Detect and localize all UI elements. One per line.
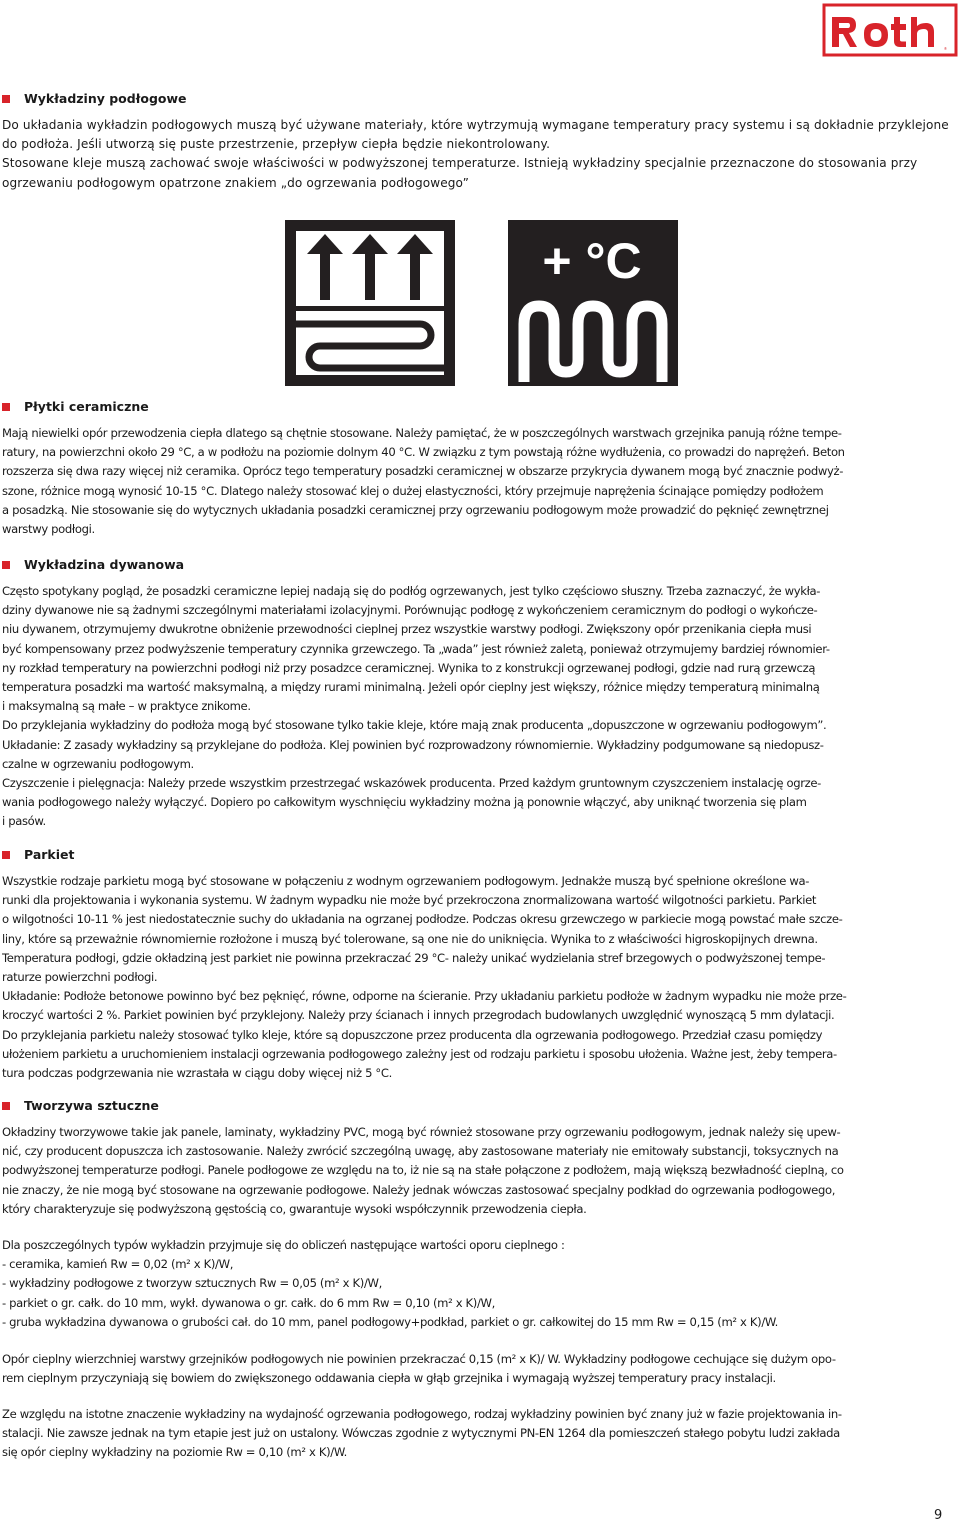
- text-line: i maksymalną są małe – w praktyce znikome.: [2, 699, 251, 714]
- text-line: tura podczas podgrzewania nie wzrastała w ciągu doby więcej niż 5 °C.: [2, 1066, 392, 1081]
- text-line: i pasów.: [2, 814, 46, 829]
- text-line: wania podłogowego należy wyłączyć. Dopiero po całkowitym wyschnięciu wykładziny można ją ponownie włączyć, aby uniknąć tworzenia się plam: [2, 795, 807, 810]
- text-line: niu dywanem, otrzymujemy dwukrotne obniżenie przewodności cieplnej przez wszystkie warstwy podłogi. Zwiększony opór przenikania ciepła musi: [2, 622, 812, 637]
- text-line: rozszerza się dwa razy więcej niż ceramika. Oprócz tego temperatury posadzki ceramicznej w obszarze przykrycia dywanem mogą być znacznie podwyż-: [2, 464, 844, 479]
- text-line: Dla poszczególnych typów wykładzin przyjmuje się do obliczeń następujące wartości oporu cieplnego :: [2, 1238, 565, 1252]
- paragraph-carpet: [2, 582, 958, 832]
- text-line: Okładziny tworzywowe takie jak panele, laminaty, wykładziny PVC, mogą być również stosowane przy ogrzewaniu podłogowym, jednak należy się upew-: [2, 1125, 841, 1139]
- list-item: - gruba wykładzina dywanowa o grubości cał. do 10 mm, panel podłogowy+podkład, parkiet o gr. całkowitej do 15 mm Rw = 0,15 (m² x K)/W.: [2, 1314, 779, 1329]
- heading-text: Wykładziny podłogowe: [24, 91, 187, 106]
- text-line: czalne w ogrzewaniu podłogowym.: [2, 756, 194, 771]
- heading-bullet: [2, 561, 10, 569]
- text-line: o wilgotności 10-11 % jest niedostatecznie suchy do układania na ogrzanej podłodze. Podczas okresu grzewczego w parkiecie mogą powstać małe szcze-: [2, 912, 843, 927]
- text-line: Do przyklejania wykładziny do podłoża mogą być stosowane tylko takie kleje, które mają znak producenta „dopuszczone w ogrzewaniu podłogowym”.: [2, 718, 827, 733]
- heading-text: Wykładzina dywanowa: [24, 557, 185, 572]
- text-line: runki dla projektowania i wykonania systemu. W żadnym wypadku nie może być przekroczona znormalizowana wartość wilgotności parkietu. Parkiet: [2, 893, 817, 908]
- text-line: Często spotykany pogląd, że posadzki ceramiczne lepiej nadają się do podłóg ogrzewanych, jest tylko częściowo słuszny. Trzeba zaznaczyć, że wykła-: [2, 584, 821, 598]
- text-line: a posadzką. Nie stosowanie się do wytycznych układania posadzki ceramicznej przy ogrzewaniu podłogowym może prowadzić do pęknięć zewnętrznej: [2, 502, 829, 517]
- text-line: kroczyć wartości 2 %. Parkiet powinien być przyklejony. Należy przy ścianach i innych przegrodach budowlanych uwzględnić wynoszącą 5 mm dylatacji.: [2, 1008, 835, 1023]
- text-line: Do przyklejania parkietu należy stosować tylko kleje, które są dopuszczone przez producenta dla ogrzewania podłogowego. Przedział czasu pomiędzy: [2, 1027, 823, 1042]
- paragraph-plastics: [2, 1123, 958, 1219]
- text-line: być kompensowany przez podwyższenie temperatury czynnika grzewczego. Ta „wada” jest również zaletą, ponieważ otrzymujemy bardziej równomier-: [2, 641, 830, 656]
- heading-bullet: [2, 1102, 10, 1110]
- heading-text: Płytki ceramiczne: [24, 399, 149, 414]
- temperature-label: + °C: [542, 233, 642, 289]
- text-line: szone, różnice mogą wynosić 10-15 °C. Dlatego należy stosować klej o dużej elastyczności, który przejmuje naprężenia ścinające pomiędzy podłożem: [2, 483, 824, 498]
- text-line: ułożeniem parkietu a uruchomieniem instalacji ogrzewania podłogowego zależny jest od rodzaju parkietu i sposobu ułożenia. Ważne jest, żeby tempera-: [2, 1046, 837, 1061]
- page-number: 9: [934, 1508, 943, 1523]
- paragraph-max-resistance: [2, 1350, 958, 1388]
- list-item: - parkiet o gr. całk. do 10 mm, wykł. dywanowa o gr. całk. do 6 mm Rw = 0,10 (m² x K)/W,: [2, 1295, 495, 1310]
- text-line: Temperatura podłogi, gdzie okładziną jest parkiet nie powinna przekraczać 29 °C- należy unikać wydzielania stref brzegowych o podwyższonej tempe-: [2, 950, 826, 965]
- heading-text: Parkiet: [24, 847, 75, 862]
- section-heading-carpet: [2, 557, 184, 572]
- section-heading-flooring: [2, 91, 187, 106]
- text-line: warstwy podłogi.: [2, 522, 95, 537]
- text-line: nie znaczy, że nie mogą być stosowane na ogrzewanie podłogowe. Należy jednak wówczas zastosować specjalny podkład do ogrzewania podłogowego,: [2, 1182, 836, 1197]
- section-heading-parquet: [2, 847, 74, 862]
- paragraph-final-note: [2, 1405, 958, 1463]
- text-line: temperatura posadzki ma wartość maksymalną, a między rurami minimalną. Jeżeli opór cieplny jest większy, różnice między temperaturą minimalną: [2, 680, 820, 695]
- text-line: Układanie: Z zasady wykładziny są przyklejane do podłoża. Klej powinien być rozprowadzony równomiernie. Wykładziny podgumowane są niedopusz-: [2, 737, 824, 752]
- list-item: - ceramika, kamień Rw = 0,02 (m² x K)/W,: [2, 1257, 234, 1272]
- heat-coil-icon: [508, 220, 678, 386]
- text-line: ratury, na powierzchni około 29 °C, a w podłożu na poziomie dolnym 40 °C. W związku z tym powstają różne wydłużenia, co prowadzi do naprężeń. Beton: [2, 445, 845, 460]
- section-heading-tiles: [2, 399, 149, 414]
- text-line: podwyższonej temperaturze podłogi. Panele podłogowe ze względu na to, iż nie są na stałe połączone z podłożem, mają większą bezwładność cieplną, co: [2, 1163, 844, 1178]
- text-line: Wszystkie rodzaje parkietu mogą być stosowane w połączeniu z wodnym ogrzewaniem podłogowym. Jednakże muszą być spełnione określone wa-: [2, 874, 810, 888]
- roth-logo: [822, 3, 958, 57]
- heading-bullet: [2, 403, 10, 411]
- underfloor-heating-arrows-icon: [285, 220, 455, 386]
- text-line: nić, czy producent dopuszcza ich zastosowanie. Należy zwrócić szczególną uwagę, aby zastosowane materiały nie emitowały substancji, toksycznych na: [2, 1144, 839, 1159]
- text-line: się opór cieplny wykładziny na poziomie Rw = 0,10 (m² x K)/W.: [2, 1445, 347, 1460]
- paragraph-flooring: [2, 116, 958, 193]
- text-line: raturze powierzchni podłogi.: [2, 970, 158, 985]
- text-line: stalacji. Nie zawsze jednak na tym etapie jest już on ustalony. Wówczas zgodnie z wytycznymi PN-EN 1264 dla pomieszczeń stałego pobytu ludzi zakłada: [2, 1426, 840, 1441]
- resistance-values: [2, 1236, 958, 1332]
- heading-bullet: [2, 95, 10, 103]
- section-heading-plastics: [2, 1098, 159, 1113]
- text-line: Do układania wykładzin podłogowych muszą być używane materiały, które wytrzymują wymagane temperatury pracy systemu i są dokładnie przyklejone: [2, 118, 949, 132]
- text-line: Układanie: Podłoże betonowe powinno być bez pęknięć, równe, odporne na ścieranie. Przy układaniu parkietu podłoże w żadnym wypadku nie może prze-: [2, 989, 847, 1004]
- text-line: który charakteryzuje się podwyższoną gęstością co, gwarantuje wysoki współczynnik przewodzenia ciepła.: [2, 1201, 587, 1216]
- text-line: do podłoża. Jeśli utworzą się puste przestrzenie, przepływ ciepła będzie niekontrolowany.: [2, 137, 551, 152]
- list-item: - wykładziny podłogowe z tworzyw sztucznych Rw = 0,05 (m² x K)/W,: [2, 1276, 382, 1291]
- text-line: Czyszczenie i pielęgnacja: Należy przede wszystkim przestrzegać wskazówek producenta. Przed każdym gruntownym czyszczeniem instalację ogrze-: [2, 776, 821, 791]
- paragraph-tiles: [2, 424, 958, 539]
- text-line: Mają niewielki opór przewodzenia ciepła dlatego są chętnie stosowane. Należy pamiętać, że w poszczególnych warstwach grzejnika panują różne tempe-: [2, 426, 842, 440]
- heading-text: Tworzywa sztuczne: [24, 1098, 159, 1113]
- heading-bullet: [2, 851, 10, 859]
- text-line: liny, które są przeważnie równomiernie rozłożone i muszą być tolerowane, są one nie do uniknięcia. Wynika to z właściwości higroskopijnych drewna.: [2, 931, 818, 946]
- text-line: dziny dywanowe nie są żadnymi szczególnymi materiałami izolacyjnymi. Porównując podłogę z wykończeniem ceramicznym do podłogi o wykończe-: [2, 603, 818, 618]
- text-line: Opór cieplny wierzchniej warstwy grzejników podłogowych nie powinien przekraczać 0,15 (m² x K)/ W. Wykładziny podłogowe cechujące się dużym opo-: [2, 1352, 836, 1366]
- text-line: Stosowane kleje muszą zachować swoje właściwości w podwyższonej temperaturze. Istnieją wykładziny specjalnie przeznaczone do stosowania przy: [2, 156, 918, 171]
- svg-text:®: ®: [944, 46, 947, 51]
- text-line: rem cieplnym przyczyniają się bowiem do zwiększonego oddawania ciepła w głąb grzejnika i wymagają wyższej temperatury pracy instalacji.: [2, 1371, 776, 1386]
- text-line: Ze względu na istotne znaczenie wykładziny na wydajność ogrzewania podłogowego, rodzaj wykładziny powinien być znany już w fazie projektowania in-: [2, 1407, 842, 1421]
- text-line: ny rozkład temperatury na powierzchni podłogi niż przy posadzce ceramicznej. Wynika to z konstrukcji ogrzewanej podłogi, gdzie nad rurą grzewczą: [2, 660, 816, 675]
- paragraph-parquet: [2, 872, 958, 1083]
- text-line: ogrzewaniu podłogowym opatrzone znakiem „do ogrzewania podłogowego”: [2, 175, 469, 190]
